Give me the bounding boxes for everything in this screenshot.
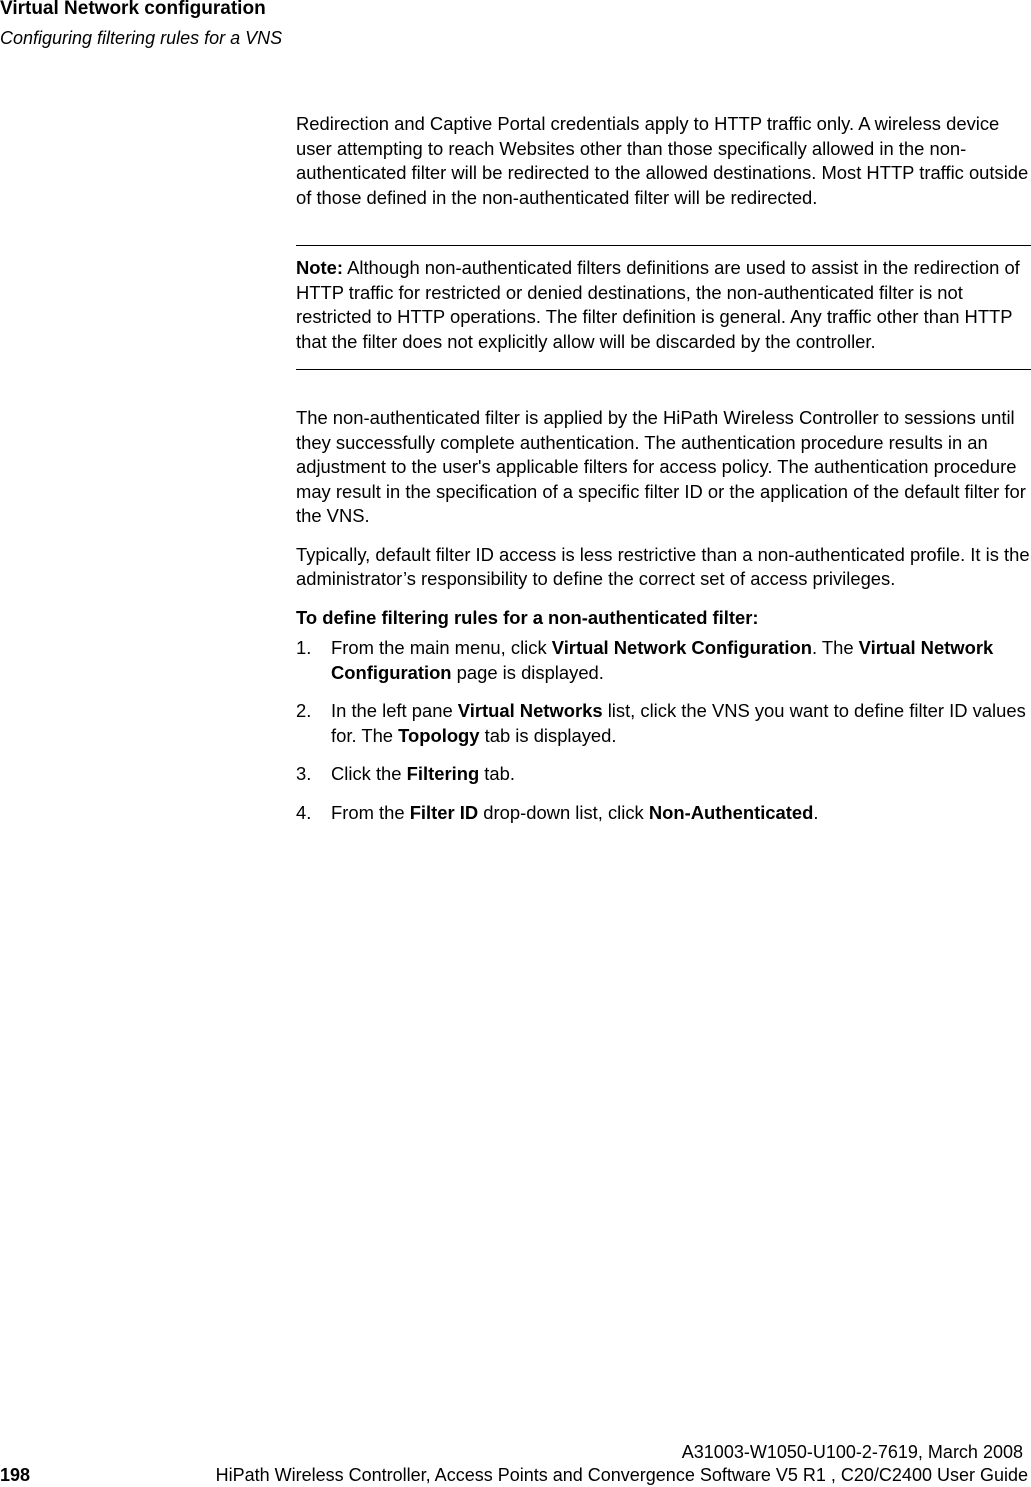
step-text: page is displayed. [451, 661, 604, 683]
main-content [296, 112, 1031, 839]
step-text: drop-down list, click [478, 801, 649, 823]
body-paragraph: The non-authenticated filter is applied by the HiPath Wireless Controller to sessions until they successfully complete authentication. The authentication procedure results in an adjustment to the user's applicable filters for access policy. The authentication procedure may result in the specification of a specific filter ID or the application of the default filter for the VNS. [296, 407, 1026, 526]
step-text: In the left pane [331, 700, 458, 721]
step-text: . [813, 801, 819, 823]
body-paragraph: Typically, default filter ID access is less restrictive than a non-authenticated profile. It is the administrator’s responsibility to define the correct set of access privileges. [296, 543, 1030, 589]
procedure-heading: To define filtering rules for a non-authenticated filter: [296, 606, 759, 628]
step-item [296, 801, 1031, 826]
step-text: From the [331, 801, 410, 823]
step-emphasis: Virtual Network Configuration [331, 637, 994, 683]
step-text: tab is displayed. [479, 724, 617, 746]
step-number: 3. [296, 763, 312, 784]
step-emphasis: Filter ID [409, 801, 479, 823]
step-emphasis: Non-Authenticated [648, 801, 814, 823]
step-text: Click the [331, 763, 407, 784]
step-number: 2. [296, 700, 312, 721]
step-emphasis: Virtual Network Configuration [551, 637, 812, 658]
chapter-title: Virtual Network configuration [0, 0, 266, 19]
step-text: list, click the VNS you want to define filter ID values for. The [331, 700, 1026, 746]
note-paragraph [296, 256, 1031, 354]
footer-doc-code: A31003-W1050-U100-2-7619, March 2008 [681, 1442, 1023, 1462]
step-emphasis: Virtual Networks [457, 700, 603, 721]
step-text: From the main menu, click [331, 637, 552, 658]
note-label: Note: [296, 257, 343, 278]
body-paragraph: Redirection and Captive Portal credentials apply to HTTP traffic only. A wireless device user attempting to reach Websites other than those specifically allowed in the non-authenticated filter will be redirected to the allowed destinations. Most HTTP traffic outside of those defined in the non-authenticated filter will be redirected. [296, 113, 1029, 208]
step-item [296, 762, 1031, 787]
procedure-steps [296, 636, 1031, 825]
footer-doc-title: HiPath Wireless Controller, Access Points and Convergence Software V5 R1 , C20/C2400 User Guide [215, 1465, 1028, 1485]
footer-page-number: 198 [0, 1465, 31, 1485]
section-subtitle: Configuring filtering rules for a VNS [0, 28, 283, 48]
step-emphasis: Topology [398, 724, 480, 746]
step-text: tab. [479, 763, 515, 784]
step-item [296, 636, 1031, 685]
step-text: . The [811, 637, 859, 658]
step-item [296, 699, 1031, 748]
step-number: 1. [296, 637, 312, 658]
note-text: Although non-authenticated filters definitions are used to assist in the redirection of HTTP traffic for restricted or denied destinations, the non-authenticated filter is not restricted to HTTP operations. The filter definition is general. Any traffic other than HTTP that the filter does not explicitly allow will be discarded by the controller. [296, 257, 1020, 352]
step-emphasis: Filtering [406, 763, 480, 784]
note-box [296, 245, 1031, 370]
step-number: 4. [296, 801, 312, 823]
